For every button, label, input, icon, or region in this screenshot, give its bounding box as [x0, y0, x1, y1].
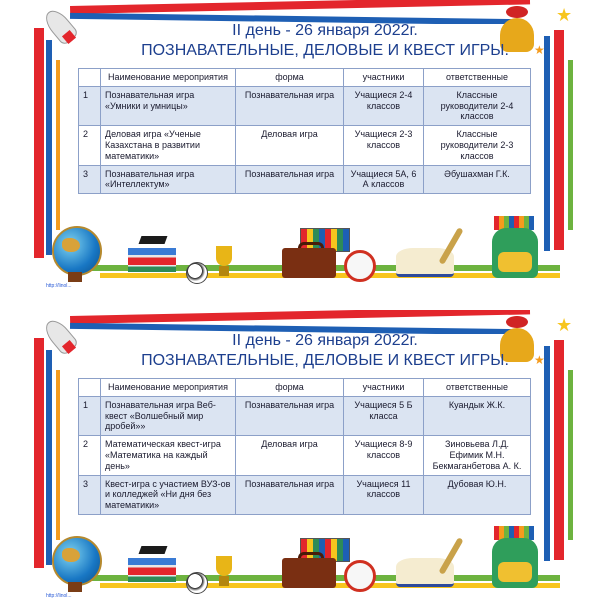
header-number	[79, 69, 101, 87]
cell-participants: Учащиеся 5 Б класса	[344, 396, 424, 435]
cell-form: Деловая игра	[236, 436, 344, 475]
star-icon: ★	[534, 43, 545, 57]
cell-form: Познавательная игра	[236, 86, 344, 125]
cell-form: Деловая игра	[236, 126, 344, 165]
cell-participants: Учащиеся 2-3 классов	[344, 126, 424, 165]
backpack-pocket-icon	[498, 252, 532, 272]
cell-number: 2	[79, 436, 101, 475]
cell-responsible: Классные руководители 2-4 классов	[424, 86, 531, 125]
trophy-base-icon	[219, 576, 229, 586]
frame-stripe	[70, 310, 530, 324]
slide-2	[0, 310, 600, 600]
slide-title-date: II день - 26 января 2022г.	[232, 332, 418, 349]
star-icon: ★	[556, 315, 573, 335]
cell-event-name: Познавательная игра «Интеллектум»	[101, 165, 236, 194]
cell-event-name: Познавательная игра «Умники и умницы»	[101, 86, 236, 125]
source-url: http://linol...	[46, 283, 72, 289]
cell-number: 2	[79, 126, 101, 165]
frame-stripe	[46, 350, 52, 565]
cell-number: 1	[79, 396, 101, 435]
cell-form: Познавательная игра	[236, 475, 344, 514]
frame-stripe	[554, 340, 564, 560]
cell-event-name: Математическая квест-игра «Математика на каждый день»	[101, 436, 236, 475]
frame-stripe	[70, 0, 530, 14]
globe-icon	[52, 536, 102, 586]
backpack-pocket-icon	[498, 562, 532, 582]
alarm-clock-icon	[344, 250, 376, 282]
cell-responsible: Зиновьева Л.Д. Ефимик М.Н. Бекмаганбетова А. К.	[424, 436, 531, 475]
header-responsible: ответственные	[424, 379, 531, 397]
table-row	[79, 165, 531, 194]
cell-form: Познавательная игра	[236, 396, 344, 435]
soccer-ball-icon	[186, 262, 208, 284]
soccer-ball-icon	[186, 572, 208, 594]
slide-title-topic: ПОЗНАВАТЕЛЬНЫЕ, ДЕЛОВЫЕ И КВЕСТ ИГРЫ.	[141, 352, 509, 369]
table-row	[79, 126, 531, 165]
cell-participants: Учащиеся 2-4 классов	[344, 86, 424, 125]
source-url: http://linol...	[46, 593, 72, 599]
cell-number: 3	[79, 475, 101, 514]
cell-event-name: Деловая игра «Ученые Казахстана в развитии математики»	[101, 126, 236, 165]
frame-stripe	[554, 30, 564, 250]
frame-stripe	[56, 60, 60, 230]
cell-responsible: Әбушахман Г.К.	[424, 165, 531, 194]
header-form: форма	[236, 379, 344, 397]
slide-title-date: II день - 26 января 2022г.	[232, 22, 418, 39]
graduation-cap-icon	[139, 546, 168, 554]
books-icon	[128, 558, 176, 582]
globe-stand-icon	[68, 272, 82, 282]
alarm-clock-icon	[344, 560, 376, 592]
cell-responsible: Дубовая Ю.Н.	[424, 475, 531, 514]
table-row	[79, 86, 531, 125]
header-responsible: ответственные	[424, 69, 531, 87]
cell-event-name: Квест-игра с участием ВУЗ-ов и колледжей «Ни дня без математики»	[101, 475, 236, 514]
bow-icon	[506, 316, 528, 328]
table-row	[79, 475, 531, 514]
cell-participants: Учащиеся 11 классов	[344, 475, 424, 514]
header-event-name: Наименование мероприятия	[101, 69, 236, 87]
table-header-row	[79, 379, 531, 397]
frame-stripe	[568, 60, 573, 230]
graduation-cap-icon	[139, 236, 168, 244]
frame-stripe	[544, 346, 550, 561]
header-number	[79, 379, 101, 397]
header-form: форма	[236, 69, 344, 87]
globe-stand-icon	[68, 582, 82, 592]
briefcase-icon	[282, 248, 336, 278]
cell-responsible: Куандык Ж.К.	[424, 396, 531, 435]
table-header-row	[79, 69, 531, 87]
trophy-icon	[216, 246, 232, 266]
frame-stripe	[46, 40, 52, 255]
cell-participants: Учащиеся 8-9 классов	[344, 436, 424, 475]
slide-1	[0, 0, 600, 290]
frame-stripe	[544, 36, 550, 251]
trophy-icon	[216, 556, 232, 576]
cell-number: 3	[79, 165, 101, 194]
events-table	[78, 378, 531, 515]
briefcase-icon	[282, 558, 336, 588]
header-participants: участники	[344, 69, 424, 87]
frame-stripe	[56, 370, 60, 540]
header-participants: участники	[344, 379, 424, 397]
cell-event-name: Познавательная игра Веб-квест «Волшебный мир дробей»»	[101, 396, 236, 435]
slide-title-topic: ПОЗНАВАТЕЛЬНЫЕ, ДЕЛОВЫЕ И КВЕСТ ИГРЫ.	[141, 42, 509, 59]
star-icon: ★	[534, 353, 545, 367]
table-row	[79, 436, 531, 475]
globe-icon	[52, 226, 102, 276]
frame-stripe	[34, 338, 44, 568]
events-table	[78, 68, 531, 194]
frame-stripe	[568, 370, 573, 540]
star-icon: ★	[556, 5, 573, 25]
bow-icon	[506, 6, 528, 18]
cell-form: Познавательная игра	[236, 165, 344, 194]
frame-stripe	[34, 28, 44, 258]
header-event-name: Наименование мероприятия	[101, 379, 236, 397]
trophy-base-icon	[219, 266, 229, 276]
books-icon	[128, 248, 176, 272]
cell-responsible: Классные руководители 2-3 классов	[424, 126, 531, 165]
table-row	[79, 396, 531, 435]
cell-participants: Учащиеся 5А, 6 А классов	[344, 165, 424, 194]
cell-number: 1	[79, 86, 101, 125]
